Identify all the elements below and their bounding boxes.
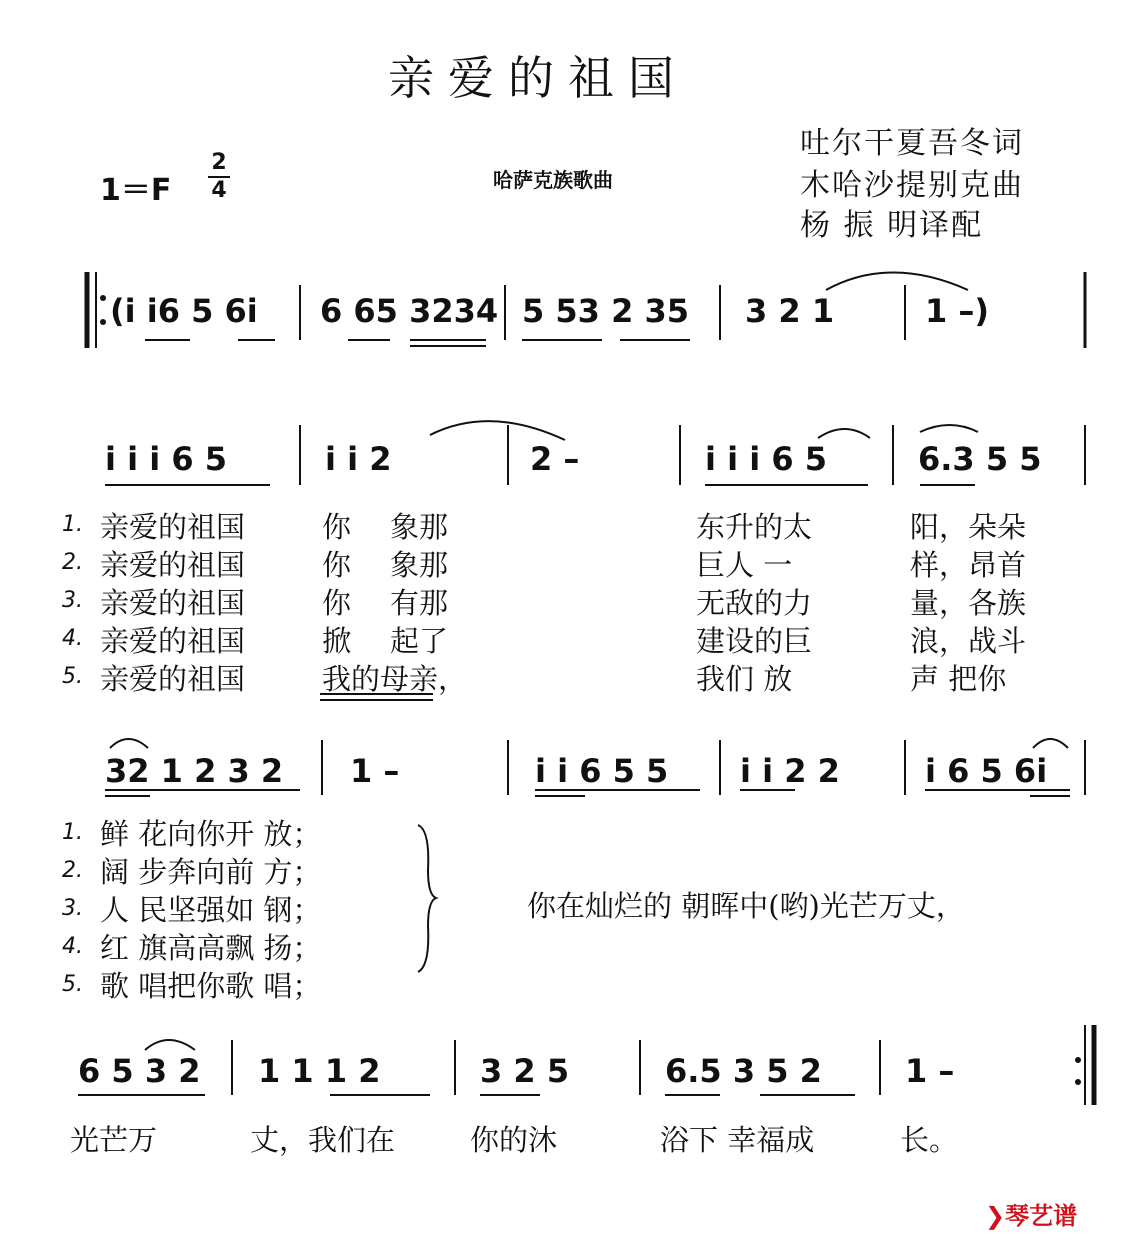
- verse-number: 1.: [62, 820, 83, 845]
- measure: i i 6 5 5: [535, 752, 669, 790]
- measure: i i i 6 5: [105, 440, 227, 478]
- measure: i i i 6 5: [705, 440, 827, 478]
- verse-number: 2.: [62, 550, 83, 575]
- measure: 2 –: [530, 440, 580, 478]
- lyric-text: 我的母亲，: [322, 662, 468, 696]
- verse-number: 4.: [62, 934, 83, 959]
- lyric-text: 长。: [900, 1123, 959, 1157]
- lyric-text: 浪，战斗: [910, 624, 1027, 658]
- lyric-text: 你的沐: [470, 1123, 558, 1157]
- lyric-text: 阔 步奔向前 方；: [100, 855, 322, 889]
- lyric-text: 巨人 一: [696, 548, 793, 582]
- lyric-text: 你: [322, 586, 352, 620]
- lyric-text: 样，昂首: [910, 548, 1027, 582]
- lyric-text: 声 把你: [910, 662, 1007, 696]
- lyric-text: 光芒万: [70, 1123, 158, 1157]
- verse-number: 5.: [62, 664, 83, 689]
- watermark-text: 琴艺谱: [1005, 1202, 1078, 1230]
- time-signature: [208, 152, 230, 202]
- lyric-text: 亲爱的祖国: [100, 510, 246, 544]
- lyric-text: 掀: [322, 624, 352, 658]
- measure: 6.3 5 5: [918, 440, 1042, 478]
- lyric-text: 东升的太: [696, 510, 813, 544]
- genre-label: 哈萨克族歌曲: [493, 168, 613, 192]
- measure: 5 53 2 35: [522, 292, 690, 330]
- measure: 1 1 1 2: [258, 1052, 381, 1090]
- lyric-text: 你: [322, 548, 352, 582]
- song-title: 亲爱的祖国: [388, 51, 688, 105]
- verse-number: 5.: [62, 972, 83, 997]
- lyric-text: 象那: [390, 548, 449, 582]
- lyric-text: 你: [322, 510, 352, 544]
- lyric-text: 建设的巨: [696, 624, 813, 658]
- lyric-text: 歌 唱把你歌 唱；: [100, 969, 322, 1003]
- measure: 1 –): [925, 292, 990, 330]
- logo-icon: ❯: [985, 1202, 1006, 1230]
- lyric-text: 亲爱的祖国: [100, 662, 246, 696]
- lyric-text: 我们 放: [696, 662, 793, 696]
- lyric-text: 丈，我们在: [250, 1123, 396, 1157]
- lyric-text: 亲爱的祖国: [100, 586, 246, 620]
- measure: 3 2 1: [745, 292, 835, 330]
- verse-number: 3.: [62, 588, 83, 613]
- translator-credit: 杨 振 明译配: [800, 208, 984, 243]
- refrain-lyric: 你在灿烂的 朝晖中(哟)光芒万丈，: [527, 889, 965, 923]
- time-numerator: 2: [211, 150, 227, 175]
- key-signature: 1＝F: [100, 173, 172, 208]
- measure: i 6 5 6i: [925, 752, 1048, 790]
- lyric-text: 鲜 花向你开 放；: [100, 817, 322, 851]
- measure: 3 2 5: [480, 1052, 570, 1090]
- measure: 32 1 2 3 2: [105, 752, 284, 790]
- measure: 6 65 3234: [320, 292, 499, 330]
- composer-credit: 木哈沙提别克曲: [800, 168, 1024, 203]
- verse-number: 2.: [62, 858, 83, 883]
- lyric-text: 量，各族: [910, 586, 1027, 620]
- watermark-logo: [985, 1196, 1077, 1231]
- lyric-text: 亲爱的祖国: [100, 548, 246, 582]
- lyricist-credit: 吐尔干夏吾冬词: [800, 126, 1024, 161]
- lyric-text: 人 民坚强如 钢；: [100, 893, 322, 927]
- verse-number: 4.: [62, 626, 83, 651]
- lyric-text: 红 旗高高飘 扬；: [100, 931, 322, 965]
- lyric-text: 浴下 幸福成: [660, 1123, 815, 1157]
- measure: i i 2 2: [740, 752, 840, 790]
- verse-number: 3.: [62, 896, 83, 921]
- measure: 6.5 3 5 2: [665, 1052, 822, 1090]
- lyric-text: 象那: [390, 510, 449, 544]
- measure: 1 –: [905, 1052, 955, 1090]
- time-denominator: 4: [211, 178, 227, 203]
- lyric-text: 无敌的力: [696, 586, 813, 620]
- measure: 6 5 3 2: [78, 1052, 201, 1090]
- lyric-text: 亲爱的祖国: [100, 624, 246, 658]
- lyric-text: 起了: [390, 624, 449, 658]
- verse-number: 1.: [62, 512, 83, 537]
- lyric-text: 阳，朵朵: [910, 510, 1027, 544]
- measure: 1 –: [350, 752, 400, 790]
- measure: i i 2: [325, 440, 392, 478]
- measure: (i i6 5 6i: [110, 292, 258, 330]
- lyric-text: 有那: [390, 586, 449, 620]
